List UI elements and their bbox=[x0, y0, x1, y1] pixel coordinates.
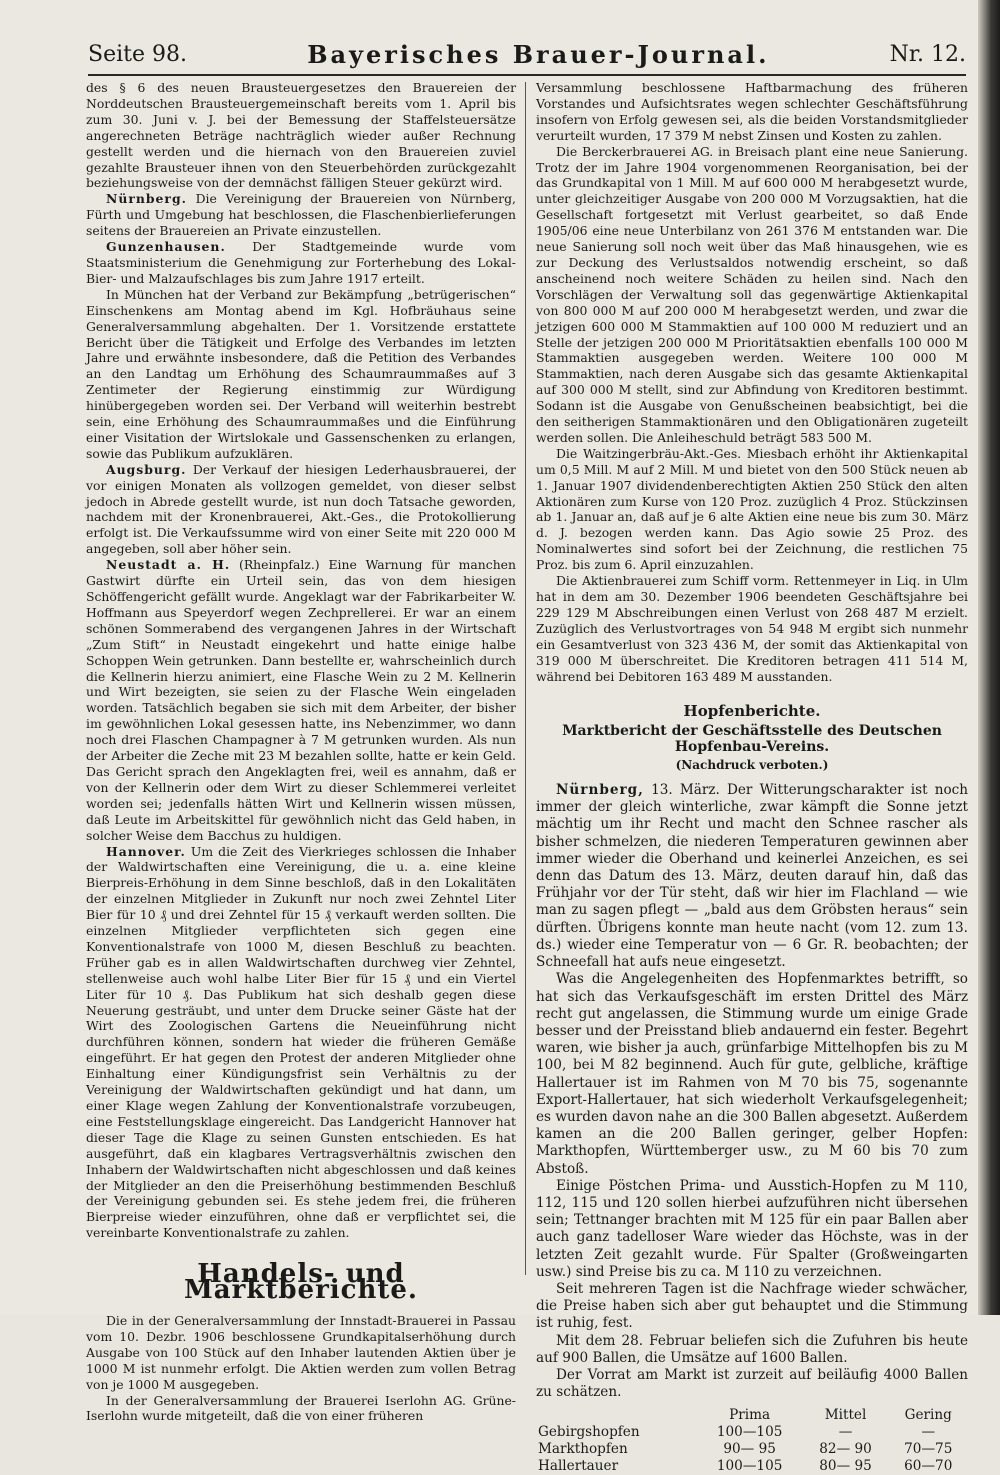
reprint-notice: (Nachdruck verboten.) bbox=[675, 758, 829, 773]
iserlohn-continuation: Versammlung beschlossene Haftbarmachung des früheren Vorstandes und Aufsichtsrates wegen schlechter Geschäftsführung insofern von Erfolg gewesen sei, als die beiden Vorstandsmitglieder verurteilt wurden, 17 379 M nebst Zinsen und Kosten zu zahlen. bbox=[536, 80, 968, 143]
table-cell: 60—70 bbox=[904, 1458, 953, 1475]
market-place-lead: Nürnberg, bbox=[556, 782, 644, 799]
table-cell: Hallertauer bbox=[538, 1458, 619, 1475]
market-paragraph-4: Seit mehreren Tagen ist die Nachfrage wieder schwächer, die Preise haben sich aber gut behauptet und die Stimmung ist ruhig, fest. bbox=[536, 1280, 968, 1332]
price-table bbox=[536, 1407, 968, 1475]
page-edge-shadow bbox=[978, 0, 1000, 1315]
hannover-text: Um die Zeit des Vierkrieges schlossen die Inhaber der Waldwirtschaften eine Vereinigung, die u. a. eine kleine Bierpreis-Erhöhung in dem Sinne beschloß, daß in den Lokalitäten der einzelnen Mitglieder in Zukunft nur noch zwei Zehntel Liter Bier für 10 ₰ und drei Zehntel für 15 ₰ verkauft werden sollten. Die einzelnen Mitglieder verpflichteten sich gegen eine Konventionalstrafe von 1000 M, diesen Beschluß zu beachten. Früher gab es in allen Waldwirtschaften durchweg vier Zehntel, stellenweise auch wohl halbe Liter Bier für 15 ₰ und ein Viertel Liter für 10 ₰. Das Publikum hat sich deshalb gegen diese Neuerung gesträubt, und unter dem Drucke seiner Gäste hat der Wirt des Zoologischen Gartens die Neueinführung nicht durchführen können, sondern hat wieder die früheren Gemäße eingeführt. Er hat gegen den Protest der anderen Mitglieder ohne Einhaltung einer Kündigungsfrist sein Verhältnis zu der Vereinigung der Waldwirtschaften gekündigt und hat dann, um einer Klage wegen Zahlung der Konventionalstrafe vorzubeugen, eine Feststellungsklage eingereicht. Das Landgericht Hannover hat dieser Tage die Klage zu seinen Gunsten entschieden. Es hat ausgeführt, daß ein klagbares Vertragsverhältnis zwischen den Inhabern der Waldwirtschaften nicht abgeschlossen und daß keines der Mitglieder an den die Preiserhöhung bestimmenden Beschluß der Vereinigung gebunden sei. Es stehe jedem frei, die früheren Bierpreise wieder einzuführen, ohne daß er verpflichtet sei, die vereinbarte Konventionalstrafe zu zahlen. bbox=[86, 843, 516, 1241]
augsburg-text: Der Verkauf der hiesigen Lederhausbrauerei, der vor einigen Monaten als vollzogen gemeldet, von dieser selbst jedoch in Abrede gestellt wurde, ist nun doch Tatsache geworden, nachdem mit der Kronenbrauerei, Akt.-Ges., die Protokollierung erfolgt ist. Die Verkaufssumme wird von einer Seite mit 220 000 M angegeben, soll aber höher sein. bbox=[86, 461, 516, 557]
price-header-prima: Prima bbox=[729, 1407, 771, 1424]
section-heading-hopfen: Hopfenberichte. bbox=[683, 702, 821, 721]
intro-paragraph: des § 6 des neuen Brausteuergesetzes den Brauereien der Norddeutschen Brausteuergemeinschaft bereits vom 1. April bis zum 30. Juni v. J. bei der Bemessung der Staffelsteuersätze angerechneten Beträge nachträglich wieder außer Rechnung gestellt werden und die hiernach von den Brauereien zuviel gezahlte Brausteuer ihnen von den Steuerbehörden zurückgezahlt beziehungsweise von der demnächst fälligen Steuer gekürzt wird. bbox=[86, 80, 516, 191]
neustadt-lead: Neustadt a. H. bbox=[106, 557, 231, 573]
price-header-mittel: Mittel bbox=[824, 1407, 867, 1424]
left-column bbox=[86, 80, 516, 1424]
table-row bbox=[536, 1458, 968, 1475]
passau-article: Die in der Generalversammlung der Innstadt-Brauerei in Passau vom 10. Dezbr. 1906 beschlossene Grundkapitalserhöhung durch Ausgabe von 100 Stück auf den Inhaber lautenden Aktien über je 1000 M ist nunmehr erfolgt. Die Aktien werden zum vollen Betrag von je 1000 M ausgegeben. bbox=[86, 1312, 516, 1392]
iserlohn-article: In der Generalversammlung der Brauerei Iserlohn AG. Grüne-Iserlohn wurde mitgeteilt, daß die von einer früheren bbox=[86, 1392, 516, 1424]
table-row bbox=[536, 1441, 968, 1458]
munchen-article: In München hat der Verband zur Bekämpfung „betrügerischen“ Einschenkens am Montag abend im Kgl. Hofbräuhaus seine Generalversammlung abgehalten. Der 1. Vorsitzende erstattete Bericht über die Tätigkeit und Erfolge des Verbandes im letzten Jahre und erwähnte insbesondere, daß die Petition des Verbandes an den Landtag um Erhöhung des Schaumraummaßes auf 3 Zentimeter der Regierung einstimmig zur Würdigung hinübergegeben worden sei. Der Verband will weiterhin bestrebt sein, eine Erhöhung des Schaumraummaßes und die Einführung einer Visitation der Wirtslokale und Gassenschenken zu erlangen, sowie das Publikum aufzuklären. bbox=[86, 286, 516, 461]
hannover-article bbox=[86, 844, 516, 1242]
nurnberg-lead: Nürnberg. bbox=[106, 191, 187, 207]
table-cell: — bbox=[838, 1424, 853, 1441]
augsburg-article bbox=[86, 462, 516, 557]
hannover-lead: Hannover. bbox=[106, 843, 186, 859]
market-report-body bbox=[536, 782, 968, 1475]
market-paragraph-1-text: 13. März. Der Witterungscharakter ist noch immer der gleich winterliche, zwar kämpft die Sonne jetzt mächtig um ihr Recht und macht den Schnee rascher als bisher schmelzen, die niederen Temperaturen gewinnen aber immer wieder die Oberhand und keinerlei Anzeichen, es sei denn das Datum des 13. März, deuten darauf hin, daß das Frühjahr vor der Tür steht, daß wir hier im Flachland — wie man zu sagen pflegt — „bald aus dem Gröbsten heraus“ sein dürften. Übrigens konnte man heute nacht (vom 12. zum 13. ds.) wieder eine Temperatur von — 6 Gr. R. beobachten; der Schneefall hat aufs neue eingesetzt. bbox=[536, 782, 968, 971]
table-cell: 100—105 bbox=[716, 1424, 783, 1441]
augsburg-lead: Augsburg. bbox=[106, 461, 187, 477]
table-cell: Markthopfen bbox=[538, 1441, 628, 1458]
market-report-heading: Marktbericht der Geschäftsstelle des Deutschen Hopfenbau-Vereins. bbox=[562, 723, 942, 756]
page-number: Seite 98. bbox=[88, 41, 187, 67]
table-cell: — bbox=[921, 1424, 936, 1441]
price-header-gering: Gering bbox=[904, 1407, 952, 1424]
price-header-label bbox=[536, 1407, 697, 1424]
breisach-article: Die Berckerbrauerei AG. in Breisach plant eine neue Sanierung. Trotz der im Jahre 1904 vorgenommenen Reorganisation, bei der das Grundkapital von 1 Mill. M auf 600 000 M herabgesetzt wurde, unter gleichzeitiger Ausgabe von 200 000 M Vorzugsaktien, hat die Gesellschaft fortgesetzt mit Verlust gearbeitet, so daß Ende 1905/06 eine neue Unterbilanz von 261 376 M entstanden war. Die neue Sanierung soll noch weit über das Maß hinausgehen, wie es zur Deckung des Verlustsaldos notwendig erscheint, so daß anscheinend noch weitere Schäden zu heilen sind. Nach den Vorschlägen der Verwaltung soll das gegenwärtige Aktienkapital von 800 000 M auf 200 000 M herabgesetzt werden, und zwar die jetzigen 600 000 M Stammaktien auf 100 000 M reduziert und an Stelle der jetzigen 200 000 M Prioritätsaktien ebenfalls 100 000 M Stammaktien ausgegeben werden. Weitere 100 000 M Stammaktien, nach deren Ausgabe sich das gesamte Aktienkapital auf 300 000 M stellt, sind zur Abfindung von Kreditoren bestimmt. Sodann ist die Ausgabe von Genußscheinen beabsichtigt, bei die den seitherigen Stammaktionären und den Obligationären zugeteilt werden sollen. Die Anleiheschuld beträgt 583 500 M. bbox=[536, 143, 968, 445]
market-paragraph-1 bbox=[536, 782, 968, 971]
journal-title: Bayerisches Brauer-Journal. bbox=[307, 39, 770, 69]
gunzenhausen-lead: Gunzenhausen. bbox=[106, 239, 226, 255]
gunzenhausen-text: Der Stadtgemeinde wurde vom Staatsministerium die Genehmigung zur Forterhebung des Lokal-Bier- und Malzaufschlages bis zum Jahre 1917 erteilt. bbox=[86, 239, 516, 286]
nurnberg-article bbox=[86, 191, 516, 239]
market-paragraph-3: Einige Pöstchen Prima- und Ausstich-Hopfen zu M 110, 112, 115 und 120 sollen hierbei aufzuführen nicht übersehen sein; Tettnanger brachten mit M 125 für ein paar Ballen aber auch ganz tadelloser Ware wieder das Höchste, was in der letzten Zeit gezahlt wurde. Für Spalter (Großweingarten usw.) sind Preise bis zu ca. M 110 zu verzeichnen. bbox=[536, 1177, 968, 1280]
table-cell: 70—75 bbox=[904, 1441, 953, 1458]
issue-number: Nr. 12. bbox=[889, 41, 966, 67]
market-paragraph-5: Mit dem 28. Februar beliefen sich die Zufuhren bis heute auf 900 Ballen, die Umsätze auf 1600 Ballen. bbox=[536, 1332, 968, 1366]
column-divider bbox=[525, 82, 526, 1275]
table-cell: 100—105 bbox=[716, 1458, 783, 1475]
market-paragraph-6: Der Vorrat am Markt ist zurzeit auf beiläufig 4000 Ballen zu schätzen. bbox=[536, 1366, 968, 1401]
table-cell: 90— 95 bbox=[723, 1441, 776, 1458]
nurnberg-text: Die Vereinigung der Brauereien von Nürnberg, Fürth und Umgebung hat beschlossen, die Flaschenbierlieferungen seitens der Brauereien an Private einzustellen. bbox=[86, 191, 516, 239]
neustadt-article bbox=[86, 557, 516, 843]
miesbach-article: Die Waitzingerbräu-Akt.-Ges. Miesbach erhöht ihr Aktienkapital um 0,5 Mill. M auf 2 Mill. M und bietet von den 500 Stück neuen ab 1. Januar 1907 dividendenberechtigten Aktien 250 Stück den alten Aktionären zum Kurse von 120 Proz. zuzüglich 4 Proz. Stückzinsen ab 1. Januar an, daß auf je 6 alte Aktien eine neue bis zum 30. März d. J. bezogen werden kann. Das Agio sowie 25 Proz. des Nominalwertes sind sofort bei der Zeichnung, die restlichen 75 Proz. bis zum 6. April einzuzahlen. bbox=[536, 445, 968, 573]
ulm-article: Die Aktienbrauerei zum Schiff vorm. Rettenmeyer in Liq. in Ulm hat in dem am 30. Dezember 1906 beendeten Geschäftsjahre bei 229 129 M Abschreibungen einen Verlust von 268 487 M erzielt. Zuzüglich des Verlustvortrages von 54 948 M ergibt sich nunmehr ein Gesamtverlust von 323 436 M, der somit das Aktienkapital von 319 000 M überschreitet. Die Kreditoren betragen 411 514 M, während bei Debitoren 163 489 M ausstanden. bbox=[536, 573, 968, 684]
section-heading-handels: Handels- und Marktberichte. bbox=[184, 1259, 418, 1306]
neustadt-text: (Rheinpfalz.) Eine Warnung für manchen Gastwirt dürfte ein Urteil sein, das von dem hiesigen Schöffengericht gefällt wurde. Angeklagt war der Fabrikarbeiter W. Hoffmann aus Speyerdorf wegen Zechprellerei. Er war an einem schönen Sommerabend des vergangenen Jahres in der Wirtschaft „Zum Stift“ in Neustadt eingekehrt und hatte einige halbe Schoppen Wein getrunken. Dann bestellte er, wahrscheinlich durch die Kellnerin hierzu animiert, eine Flasche Wein zu 2 M. Kellnerin und Wirt bezeigten, sie seien zu der Flasche Wein eingeladen worden. Tatsächlich begaben sie sich mit dem Arbeiter, der bisher im gewöhnlichen Lokal gesessen hatte, ins Nebenzimmer, wo dann noch drei Flaschen Champagner à 7 M getrunken wurden. Als nun der Arbeiter die Zeche mit 23 M bezahlen sollte, hatte er kein Geld. Das Gericht sprach den Angeklagten frei, weil es annahm, daß er von der Kellnerin oder dem Wirt zu dieser Schlemmerei verleitet worden sei; jedenfalls hätten Wirt und Kellnerin wissen müssen, daß Leute im Arbeitskittel für gewöhnlich nicht das Geld haben, in solcher Weise dem Bacchus zu huldigen. bbox=[86, 557, 516, 843]
page-header bbox=[88, 34, 966, 76]
right-column bbox=[536, 80, 968, 1475]
table-cell: 82— 90 bbox=[819, 1441, 872, 1458]
table-row bbox=[536, 1424, 968, 1441]
market-paragraph-2: Was die Angelegenheiten des Hopfenmarktes betrifft, so hat sich das Verkaufsgeschäft im ersten Drittel des März recht gut angelassen, die Stimmung wurde um einige Grade besser und der Preisstand blieb andauernd ein fester. Begehrt waren, wie bisher ja auch, grünfarbige Mittelhopfen bis zu M 100, bei M 82 beginnend. Auch für gute, gelbliche, kräftige Hallertauer ist im Rahmen von M 70 bis 75, sogenannte Export-Hallertauer, hat sich wiederholt Verkaufsgelegenheit; es wurden davon nahe an die 300 Ballen abgesetzt. Außerdem kamen an die 200 Ballen geringer, gelber Hopfen: Markthopfen, Württemberger usw., zu M 60 bis 70 zum Abstoß. bbox=[536, 971, 968, 1177]
price-table-header bbox=[536, 1407, 968, 1424]
table-cell: 80— 95 bbox=[819, 1458, 872, 1475]
table-cell: Gebirgshopfen bbox=[538, 1424, 640, 1441]
gunzenhausen-article bbox=[86, 239, 516, 287]
